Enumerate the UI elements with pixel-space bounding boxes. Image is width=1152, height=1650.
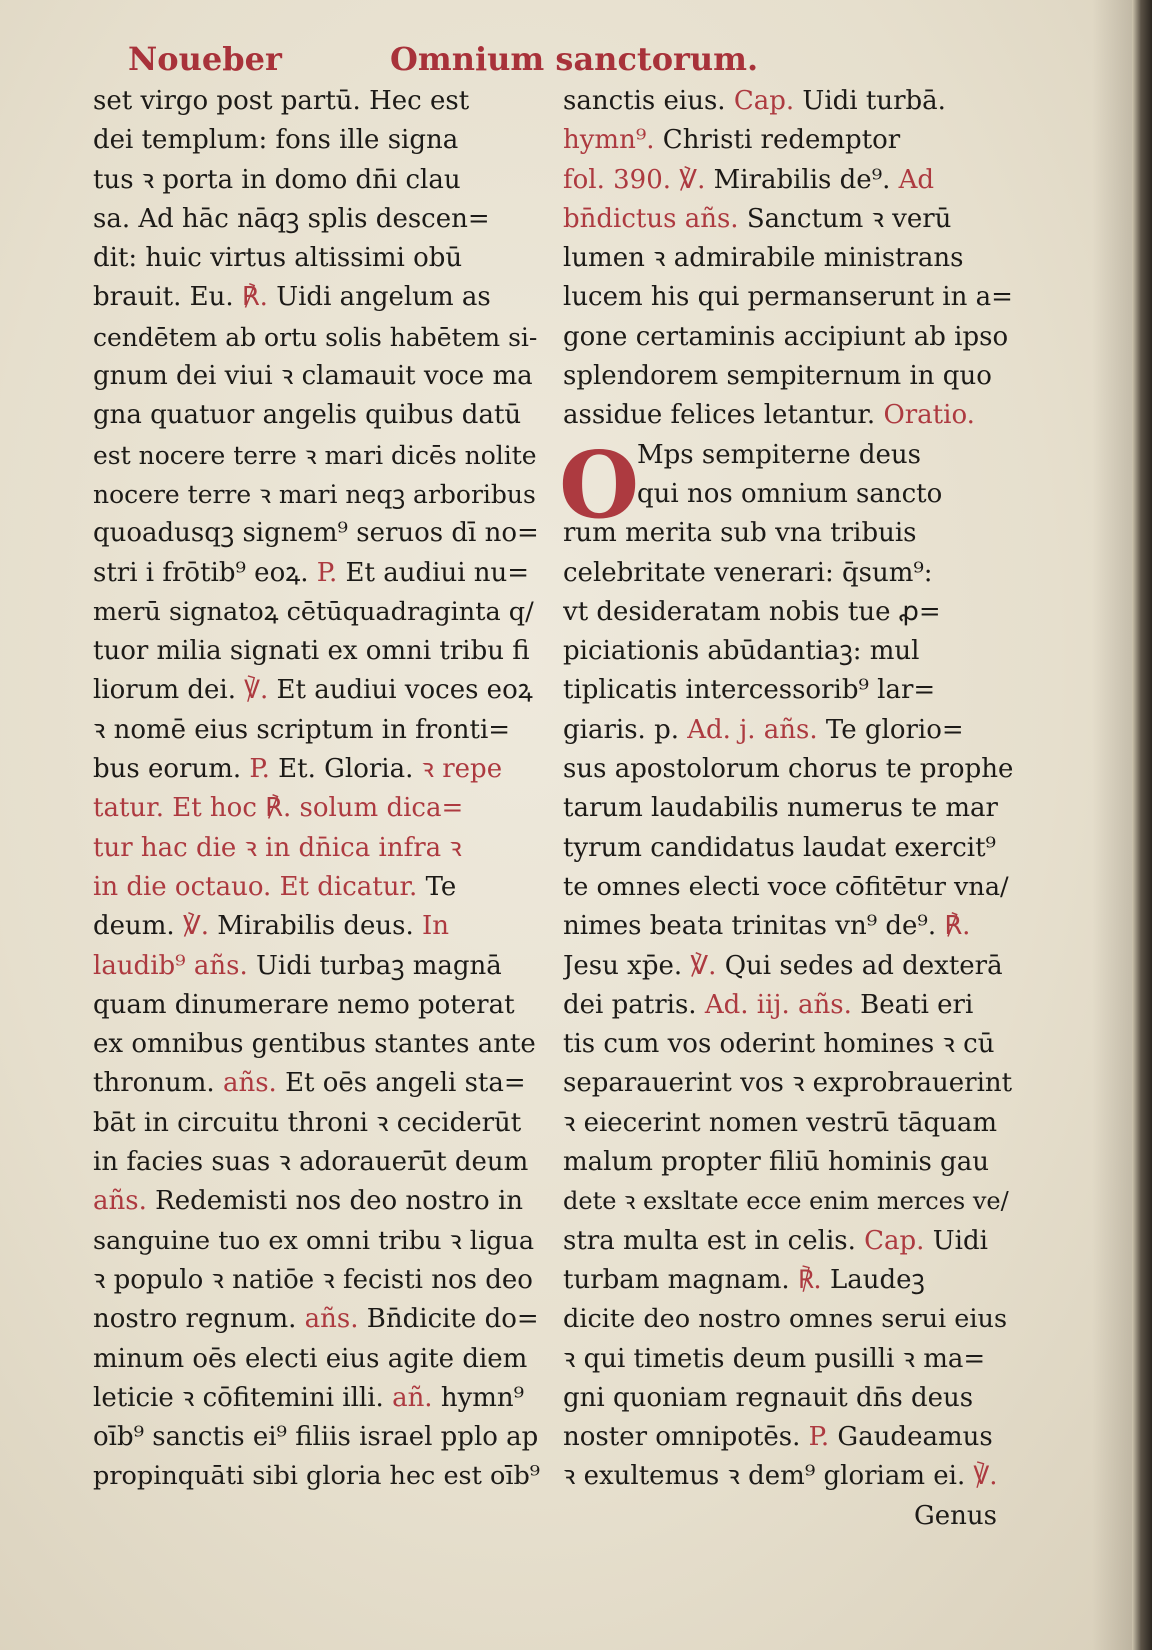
- body-text: thronum.: [93, 1068, 223, 1099]
- text-line-right: [563, 907, 1015, 946]
- rubric-text: ℣.: [690, 950, 717, 981]
- rubric-text: ℟.: [797, 1264, 822, 1295]
- body-text: Sanctum ꝛ verū: [738, 203, 952, 234]
- body-text: Mps sempiterne deus: [637, 439, 921, 470]
- body-text: ꝛ eiecerint nomen vestrū tāquam: [563, 1107, 998, 1138]
- text-line-right: [563, 711, 1015, 750]
- body-text: Uidi turbaꝫ magnā: [247, 950, 502, 981]
- text-line-left: [93, 1300, 541, 1339]
- rubric-text: Oratio.: [883, 400, 975, 431]
- body-text: tus ꝛ porta in domo dn̄i clau: [93, 164, 461, 195]
- text-line-right: [563, 1497, 1015, 1536]
- body-text: minum oēs electi eius agite diem: [93, 1343, 528, 1374]
- rubric-text: in die octauo. Et dicatur.: [93, 871, 418, 902]
- text-line-left: [93, 1222, 541, 1261]
- text-line-left: [93, 789, 541, 828]
- text-line-right: [563, 671, 1015, 710]
- body-text: Gaudeamus: [829, 1422, 993, 1453]
- body-text: Laudeꝫ: [821, 1264, 925, 1295]
- text-line-right: [563, 396, 1015, 435]
- rubric-text: ꝛ repe: [421, 754, 503, 785]
- body-text: Te glorio=: [817, 714, 964, 745]
- rubric-text: Ad: [898, 164, 935, 195]
- text-line-left: [93, 1418, 541, 1457]
- text-line-right: [563, 947, 1015, 986]
- text-line-left: [93, 750, 541, 789]
- body-text: Redemisti nos deo nostro in: [146, 1186, 524, 1217]
- page-right-edge: [1132, 0, 1152, 1650]
- rubric-text: hymn⁹.: [563, 125, 655, 156]
- body-text: ꝛ populo ꝛ natiōe ꝛ fecisti nos deo: [93, 1264, 533, 1295]
- text-line-left: [93, 907, 541, 946]
- body-text: gnum dei viui ꝛ clamauit voce ma: [93, 361, 533, 392]
- text-line-left: [93, 121, 541, 160]
- body-text: gna quatuor angelis quibus datū: [93, 400, 522, 431]
- rubric-text: ℣.: [244, 675, 269, 706]
- text-line-left: [93, 278, 541, 317]
- text-line-right: [563, 1143, 1015, 1182]
- body-text: Mirabilis de⁹.: [705, 164, 899, 195]
- body-text: brauit. Eu.: [93, 282, 242, 313]
- body-text: qui nos omnium sancto: [637, 478, 943, 509]
- body-text: liorum dei.: [93, 675, 245, 706]
- body-text: propinquāti sibi gloria hec est oīb⁹: [93, 1461, 541, 1492]
- text-line-right: [563, 1340, 1015, 1379]
- body-text: quoadusqꝫ signem⁹ seruos dī no=: [93, 518, 539, 549]
- text-line-left: [93, 475, 541, 514]
- body-text: set virgo post partū. Hec est: [93, 86, 470, 116]
- text-line-left: [93, 671, 541, 710]
- text-line-right: [563, 1182, 1015, 1221]
- rubric-text: añs.: [93, 1186, 147, 1217]
- body-text: gone certaminis accipiunt ab ipso: [563, 321, 1009, 352]
- body-text: vt desideratam nobis tue ꝓ=: [563, 596, 941, 627]
- text-line-left: [93, 200, 541, 239]
- rubric-text: añ.: [392, 1382, 433, 1413]
- body-text: Uidi angelum as: [267, 282, 491, 313]
- text-line-right: [563, 829, 1015, 868]
- body-text: dei templum: fons ille signa: [93, 125, 459, 156]
- text-line-left: [93, 514, 541, 553]
- text-column-left: [93, 82, 541, 1497]
- body-text: ꝛ exultemus ꝛ dem⁹ gloriam ei.: [563, 1461, 974, 1492]
- text-line-right: [563, 1025, 1015, 1064]
- body-text: dit: huic virtus altissimi obū: [93, 243, 463, 274]
- body-text: gni quoniam regnauit dn̄s deus: [563, 1382, 974, 1413]
- text-line-right: [563, 1104, 1015, 1143]
- text-line-right: [563, 1222, 1015, 1261]
- text-line-left: [93, 947, 541, 986]
- body-text: quam dinumerare nemo poterat: [93, 989, 515, 1020]
- body-text: assidue felices letantur.: [563, 400, 884, 431]
- body-text: Beati eri: [851, 989, 974, 1020]
- text-line-right: [563, 632, 1015, 671]
- text-line-left: [93, 711, 541, 750]
- text-line-left: [93, 1379, 541, 1418]
- text-line-right: [563, 318, 1015, 357]
- rubric-text: Cap.: [733, 86, 795, 116]
- rubric-text: In: [422, 911, 450, 942]
- body-text: Qui sedes ad dexterā: [716, 950, 1003, 981]
- body-text: nostro regnum.: [93, 1304, 305, 1335]
- body-text: Et audiui voces eoꝝ: [268, 675, 533, 706]
- text-line-right: [563, 986, 1015, 1025]
- text-line-left: [93, 1143, 541, 1182]
- text-line-left: [93, 161, 541, 200]
- body-text: in facies suas ꝛ adorauerūt deum: [93, 1147, 529, 1178]
- text-line-left: [93, 829, 541, 868]
- rubric-text: P.: [808, 1422, 830, 1453]
- rubric-text: Cap.: [864, 1225, 925, 1256]
- body-text: Et oēs angeli sta=: [276, 1068, 526, 1099]
- body-text: Genus: [914, 1500, 997, 1531]
- text-line-left: [93, 554, 541, 593]
- body-text: sa. Ad hāc nāqꝫ splis descen=: [93, 203, 490, 234]
- text-line-left: [93, 396, 541, 435]
- text-line-right: [563, 868, 1015, 907]
- text-line-right: [563, 278, 1015, 317]
- body-text: dicite deo nostro omnes serui eius: [563, 1304, 1008, 1335]
- text-line-right: [563, 357, 1015, 396]
- text-line-right: [563, 789, 1015, 828]
- text-line-right: [563, 1300, 1015, 1339]
- body-text: malum propter filiū hominis gau: [563, 1147, 989, 1178]
- body-text: tuor milia signati ex omni tribu fi: [93, 636, 530, 667]
- text-line-right: [563, 1261, 1015, 1300]
- text-line-right: [563, 200, 1015, 239]
- rubric-text: Ad. iij. añs.: [704, 989, 852, 1020]
- text-line-right: [563, 750, 1015, 789]
- rubric-text: añs.: [222, 1068, 277, 1099]
- text-line-left: [93, 357, 541, 396]
- rubric-text: P.: [316, 557, 338, 588]
- body-text: ꝛ nomē eius scriptum in fronti=: [93, 714, 511, 745]
- body-text: hymn⁹: [432, 1382, 525, 1413]
- body-text: Uidi: [924, 1225, 988, 1256]
- text-line-right: [563, 121, 1015, 160]
- text-line-right: [563, 1418, 1015, 1457]
- body-text: giaris. p.: [563, 714, 688, 745]
- running-head-month: Noueber: [128, 40, 282, 78]
- text-line-left: [93, 239, 541, 278]
- rubric-text: ℟.: [944, 911, 971, 942]
- body-text: sus apostolorum chorus te prophe: [563, 754, 1014, 785]
- text-line-right: [563, 1379, 1015, 1418]
- text-line-left: [93, 1457, 541, 1496]
- text-line-right: [563, 1064, 1015, 1103]
- body-text: stri i frōtib⁹ eoꝝ.: [93, 557, 317, 588]
- body-text: stra multa est in celis.: [563, 1225, 865, 1256]
- body-text: nocere terre ꝛ mari neqꝫ arboribus: [93, 479, 536, 509]
- text-column-right: [559, 82, 1015, 1536]
- body-text: Christi redemptor: [654, 125, 901, 156]
- rubric-text: P.: [249, 754, 270, 785]
- text-line-right: [563, 82, 1015, 121]
- body-text: Bn̄dicite do=: [358, 1304, 539, 1335]
- body-text: ꝛ qui timetis deum pusilli ꝛ ma=: [563, 1343, 986, 1374]
- body-text: nimes beata trinitas vn⁹ de⁹.: [563, 911, 945, 942]
- body-text: ex omnibus gentibus stantes ante: [93, 1029, 536, 1060]
- body-text: tiplicatis intercessorib⁹ lar=: [563, 675, 936, 706]
- body-text: sanctis eius.: [563, 86, 734, 116]
- body-text: Mirabilis deus.: [209, 911, 423, 942]
- running-head-title: Omnium sanctorum.: [390, 40, 759, 78]
- text-line-left: [93, 632, 541, 671]
- body-text: sanguine tuo ex omni tribu ꝛ ligua: [93, 1225, 535, 1256]
- body-text: turbam magnam.: [563, 1264, 798, 1295]
- rubric-text: tatur. Et hoc ℟. solum dica=: [93, 793, 464, 824]
- text-line-left: [93, 1104, 541, 1143]
- body-text: celebritate venerari: q̄sum⁹:: [563, 557, 933, 588]
- body-text: Uidi turbā.: [794, 86, 946, 116]
- page-edge-shadow: [1092, 0, 1132, 1650]
- body-text: deum.: [93, 911, 183, 942]
- body-text: splendorem sempiternum in quo: [563, 361, 992, 392]
- text-line-left: [93, 1025, 541, 1064]
- body-text: dei patris.: [563, 989, 705, 1020]
- body-text: piciationis abūdantiaꝫ: mul: [563, 636, 920, 667]
- text-line-left: [93, 868, 541, 907]
- rubric-text: ℣.: [182, 911, 210, 942]
- text-line-left: [93, 1261, 541, 1300]
- text-line-left: [93, 1064, 541, 1103]
- body-text: Et. Gloria.: [269, 754, 422, 785]
- text-line-left: [93, 593, 541, 632]
- rubric-text: bn̄dictus añs.: [563, 203, 739, 234]
- text-line-left: [93, 82, 541, 121]
- text-line-left: [93, 318, 541, 357]
- text-line-right: [563, 1457, 1015, 1496]
- rubric-text: ℣.: [973, 1461, 998, 1492]
- body-text: separauerint vos ꝛ exprobrauerint: [563, 1068, 1013, 1099]
- text-line-right: [563, 554, 1015, 593]
- decorated-initial: O: [559, 430, 640, 539]
- body-text: dete ꝛ exsltate ecce enim merces ve/: [563, 1187, 1009, 1216]
- text-line-left: [93, 1340, 541, 1379]
- body-text: bāt in circuitu throni ꝛ ceciderūt: [93, 1107, 522, 1138]
- text-line-left: [93, 986, 541, 1025]
- rubric-text: fol. 390. ℣.: [563, 164, 706, 195]
- text-line-left: [93, 436, 541, 475]
- text-line-left: [93, 1182, 541, 1221]
- text-line-right: [563, 161, 1015, 200]
- body-text: Et audiui nu=: [337, 557, 530, 588]
- rubric-text: tur hac die ꝛ in dn̄ica infra ꝛ: [93, 832, 462, 863]
- rubric-text: Ad. j. añs.: [687, 714, 818, 745]
- body-text: est nocere terre ꝛ mari dicēs nolite: [93, 440, 537, 470]
- body-text: cendētem ab ortu solis habētem si-: [93, 322, 538, 352]
- body-text: Jesu xp̄e.: [563, 950, 691, 981]
- body-text: tarum laudabilis numerus te mar: [563, 793, 998, 824]
- body-text: oīb⁹ sanctis ei⁹ filiis israel pplo ap: [93, 1422, 539, 1453]
- rubric-text: añs.: [304, 1304, 359, 1335]
- body-text: lumen ꝛ admirabile ministrans: [563, 243, 964, 274]
- rubric-text: ℟.: [241, 282, 268, 313]
- rubric-text: laudib⁹ añs.: [93, 950, 248, 981]
- body-text: tis cum vos oderint homines ꝛ cū: [563, 1029, 995, 1060]
- body-text: bus eorum.: [93, 754, 250, 785]
- body-text: Te: [417, 871, 457, 902]
- body-text: tyrum candidatus laudat exercit⁹: [563, 832, 996, 863]
- running-head: [120, 40, 820, 86]
- body-text: leticie ꝛ cōfitemini illi.: [93, 1382, 393, 1413]
- body-text: te omnes electi voce cōfitētur vna/: [563, 871, 1009, 902]
- text-line-right: [563, 593, 1015, 632]
- text-line-right: [563, 239, 1015, 278]
- body-text: merū signatoꝝ cētūquadraginta q/: [93, 596, 534, 627]
- body-text: rum merita sub vna tribuis: [563, 518, 917, 549]
- body-text: lucem his qui permanserunt in a=: [563, 282, 1013, 313]
- body-text: noster omnipotēs.: [563, 1422, 809, 1453]
